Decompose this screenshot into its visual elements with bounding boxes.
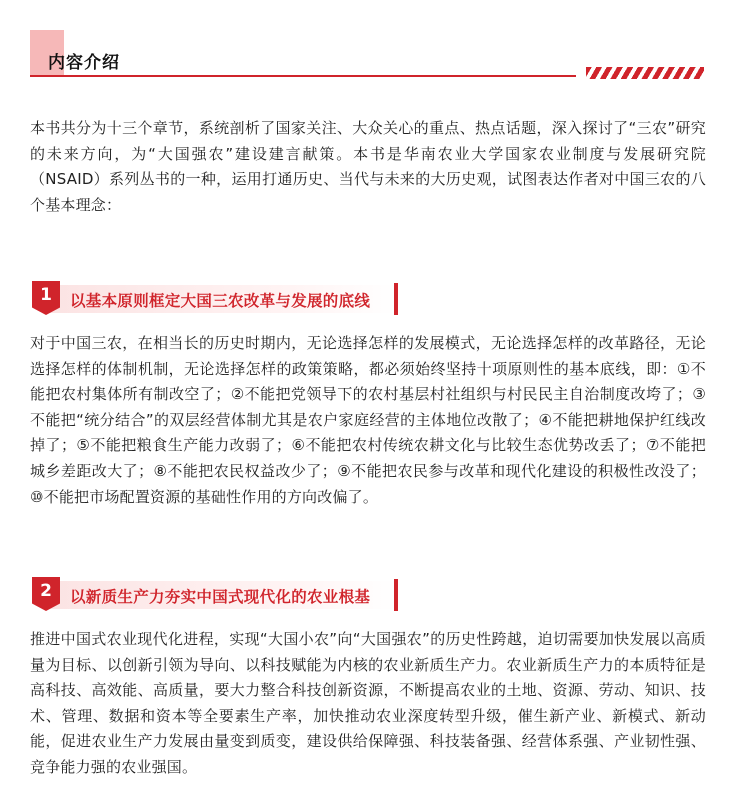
section-heading-2: [32, 577, 402, 613]
page-title: 内容介绍: [48, 53, 120, 73]
section-title: 以基本原则框定大国三农改革与发展的底线: [70, 292, 371, 310]
section-heading-bar: [394, 283, 398, 315]
intro-paragraph: 本书共分为十三个章节，系统剖析了国家关注、大众关心的重点、热点话题，深入探讨了“三农”研究的未来方向，为“大国强农”建设建言献策。本书是华南农业大学国家农业制度与发展研究院（NSAID）系列丛书的一种，运用打通历史、当代与未来的大历史观，试图表达作者对中国三农的八个基本理念：: [30, 119, 706, 214]
section-1-paragraph: 对于中国三农，在相当长的历史时期内，无论选择怎样的发展模式，无论选择怎样的改革路径，无论选择怎样的体制机制，无论选择怎样的政策策略，都必须始终坚持十项原则性的基本底线，即：①不能把农村集体所有制改空了；②不能把党领导下的农村基层村社组织与村民民主自治制度改垮了；③不能把“统分结合”的双层经营体制尤其是农户家庭经营的主体地位改散了；④不能把耕地保护红线改掉了；⑤不能把粮食生产能力改弱了；⑥不能把农村传统农耕文化与比较生态优势改丢了；⑦不能把城乡差距改大了；⑧不能把农民权益改少了；⑨不能把农民参与改革和现代化建设的积极性改没了；⑩不能把市场配置资源的基础性作用的方向改偏了。: [30, 334, 706, 506]
section-heading-1: [32, 281, 402, 317]
section-heading-bar: [394, 579, 398, 611]
header-stripes-decoration: [586, 67, 704, 79]
section-title: 以新质生产力夯实中国式现代化的农业根基: [70, 588, 371, 606]
section-2-paragraph: 推进中国式农业现代化进程，实现“大国小农”向“大国强农”的历史性跨越，迫切需要加快发展以高质量为目标、以创新引领为导向、以科技赋能为内核的农业新质生产力。农业新质生产力的本质特征是高科技、高效能、高质量，要大力整合科技创新资源，不断提高农业的土地、资源、劳动、知识、技术、管理、数据和资本等全要素生产率，加快推动农业深度转型升级，催生新产业、新模式、新动能，促进农业生产力发展由量变到质变，建设供给保障强、科技装备强、经营体系强、产业韧性强、竞争能力强的农业强国。: [30, 630, 706, 776]
section-header: [30, 30, 710, 86]
section-number: 1: [40, 285, 52, 305]
section-number: 2: [40, 581, 52, 601]
header-underline: [30, 75, 576, 77]
